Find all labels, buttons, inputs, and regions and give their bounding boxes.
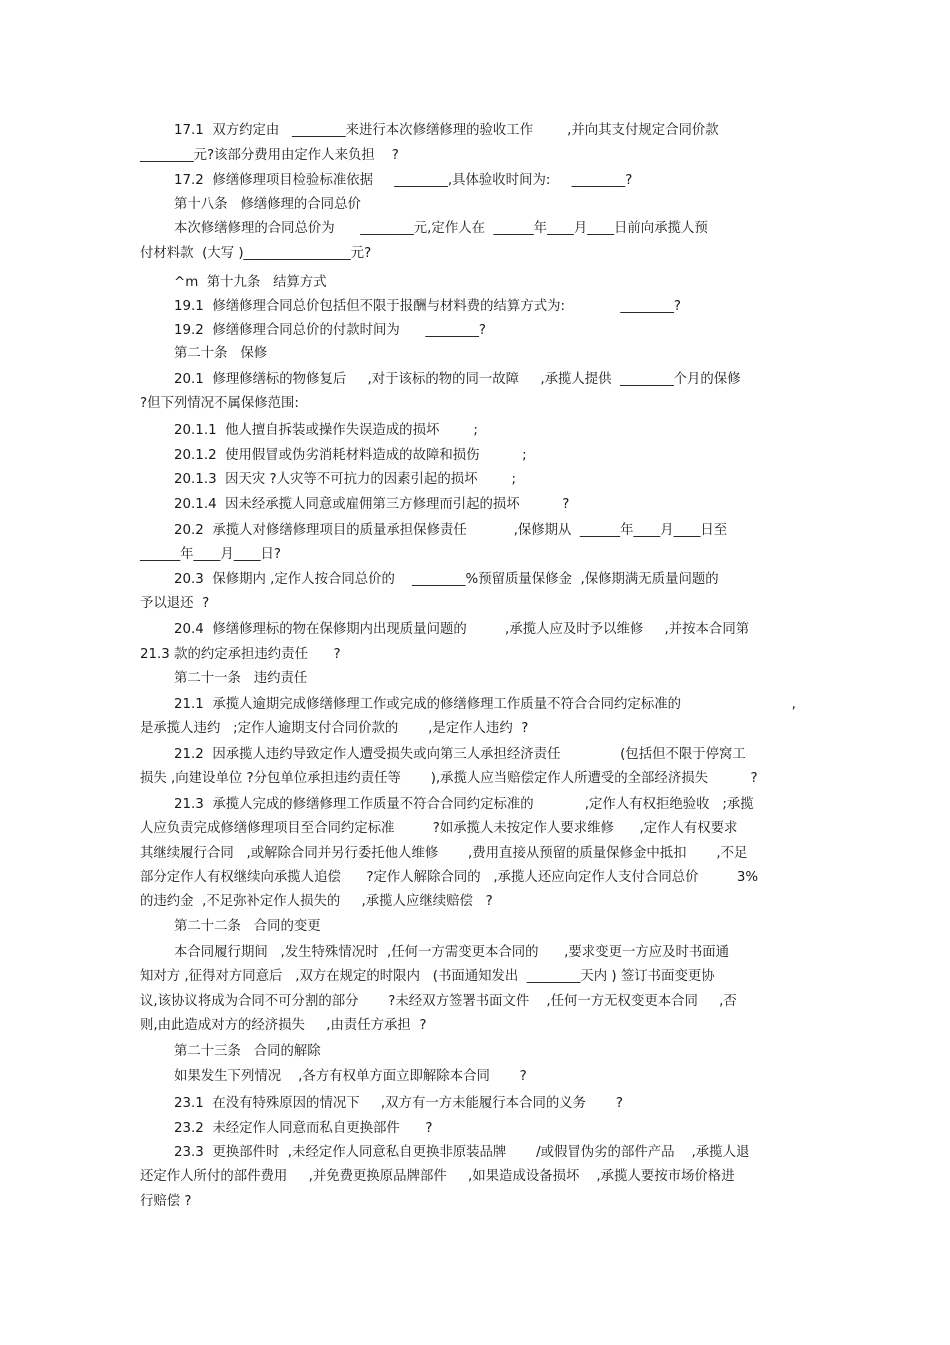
text-line: 20.1.4 因未经承揽人同意或雇佣第三方修理而引起的损坏 ? — [174, 497, 570, 512]
text-line: 21.3 承揽人完成的修缮修理工作质量不符合合同约定标准的 ,定作人有权拒绝验收 ;承揽 — [174, 797, 754, 812]
section-heading: 第十八条 修缮修理的合同总价 — [174, 197, 361, 212]
text-line: 21.2 因承揽人违约导致定作人遭受损失或向第三人承担经济责任 (包括但不限于停窝工 — [174, 747, 746, 762]
text-line: ______年____月____日? — [140, 547, 282, 562]
text-line: 23.1 在没有特殊原因的情况下 ,双方有一方未能履行本合同的义务 ? — [174, 1096, 623, 1111]
text-line: 23.3 更换部件时 ,未经定作人同意私自更换非原装品牌 /或假冒伪劣的部件产品 ,承揽人退 — [174, 1145, 750, 1160]
text-line: 部分定作人有权继续向承揽人追偿 ?定作人解除合同的 ,承揽人还应向定作人支付合同总价 3% — [140, 870, 759, 885]
section-heading: 第二十三条 合同的解除 — [174, 1044, 321, 1059]
text-line: 17.1 双方约定由 ________来进行本次修缮修理的验收工作 ,并向其支付规定合同价款 — [174, 123, 719, 138]
text-line: 本合同履行期间 ,发生特殊情况时 ,任何一方需变更本合同的 ,要求变更一方应及时书面通 — [174, 945, 730, 960]
text-line: 21.1 承揽人逾期完成修缮修理工作或完成的修缮修理工作质量不符合合同约定标准的 , — [174, 697, 796, 712]
text-line: 损失 ,向建设单位 ?分包单位承担违约责任等 ),承揽人应当赔偿定作人所遭受的全部经济损失 ? — [140, 771, 758, 786]
text-line: 17.2 修缮修理项目检验标准依据 ________,具体验收时间为: ________? — [174, 173, 633, 188]
text-line: 行赔偿 ? — [140, 1194, 192, 1209]
text-line: ?但下列情况不属保修范围: — [140, 396, 299, 411]
text-line: 的违约金 ,不足弥补定作人损失的 ,承揽人应继续赔偿 ? — [140, 894, 493, 909]
text-line: 还定作人所付的部件费用 ,并免费更换原品牌部件 ,如果造成设备损坏 ,承揽人要按市场价格进 — [140, 1169, 735, 1184]
text-line: 19.1 修缮修理合同总价包括但不限于报酬与材料费的结算方式为: ________? — [174, 299, 681, 314]
text-line: 20.1.1 他人擅自拆装或操作失误造成的损坏 ; — [174, 423, 478, 438]
text-line: 付材料款 (大写 )________________元? — [140, 246, 372, 261]
text-line: 议,该协议将成为合同不可分割的部分 ?未经双方签署书面文件 ,任何一方无权变更本合同 ,否 — [140, 994, 737, 1009]
text-line: 如果发生下列情况 ,各方有权单方面立即解除本合同 ? — [174, 1069, 527, 1084]
text-line: 人应负责完成修缮修理项目至合同约定标准 ?如承揽人未按定作人要求维修 ,定作人有权要求 — [140, 821, 738, 836]
text-line: 19.2 修缮修理合同总价的付款时间为 ________? — [174, 323, 487, 338]
text-line: 20.1 修理修缮标的物修复后 ,对于该标的物的同一故障 ,承揽人提供 ________个月的保修 — [174, 372, 741, 387]
section-heading: 第二十一条 违约责任 — [174, 671, 308, 686]
text-line: 则,由此造成对方的经济损失 ,由责任方承担 ? — [140, 1018, 427, 1033]
text-line: 20.2 承揽人对修缮修理项目的质量承担保修责任 ,保修期从 ______年____月____日至 — [174, 523, 728, 538]
text-line: 20.4 修缮修理标的物在保修期内出现质量问题的 ,承揽人应及时予以维修 ,并按本合同第 — [174, 622, 750, 637]
section-heading: 第二十条 保修 — [174, 346, 268, 361]
text-line: 其继续履行合同 ,或解除合同并另行委托他人维修 ,费用直接从预留的质量保修金中抵扣 ,不足 — [140, 846, 748, 861]
text-line: 20.1.2 使用假冒或伪劣消耗材料造成的故障和损伤 ; — [174, 448, 527, 463]
text-line: 予以退还 ? — [140, 596, 210, 611]
section-heading: 第二十二条 合同的变更 — [174, 919, 321, 934]
section-heading: ^m 第十九条 结算方式 — [174, 275, 327, 290]
text-line: 23.2 未经定作人同意而私自更换部件 ? — [174, 1121, 433, 1136]
text-line: 21.3 款的约定承担违约责任 ? — [140, 647, 341, 662]
text-line: 是承揽人违约 ;定作人逾期支付合同价款的 ,是定作人违约 ? — [140, 721, 529, 736]
text-line: ________元?该部分费用由定作人来负担 ? — [140, 148, 399, 163]
text-line: 本次修缮修理的合同总价为 ________元,定作人在 ______年____月____日前向承揽人预 — [174, 221, 708, 236]
text-line: 20.1.3 因天灾 ?人灾等不可抗力的因素引起的损坏 ; — [174, 472, 517, 487]
text-line: 20.3 保修期内 ,定作人按合同总价的 ________%预留质量保修金 ,保修期满无质量问题的 — [174, 572, 719, 587]
text-line: 知对方 ,征得对方同意后 ,双方在规定的时限内 (书面通知发出 ________天内 ) 签订书面变更协 — [140, 969, 715, 984]
